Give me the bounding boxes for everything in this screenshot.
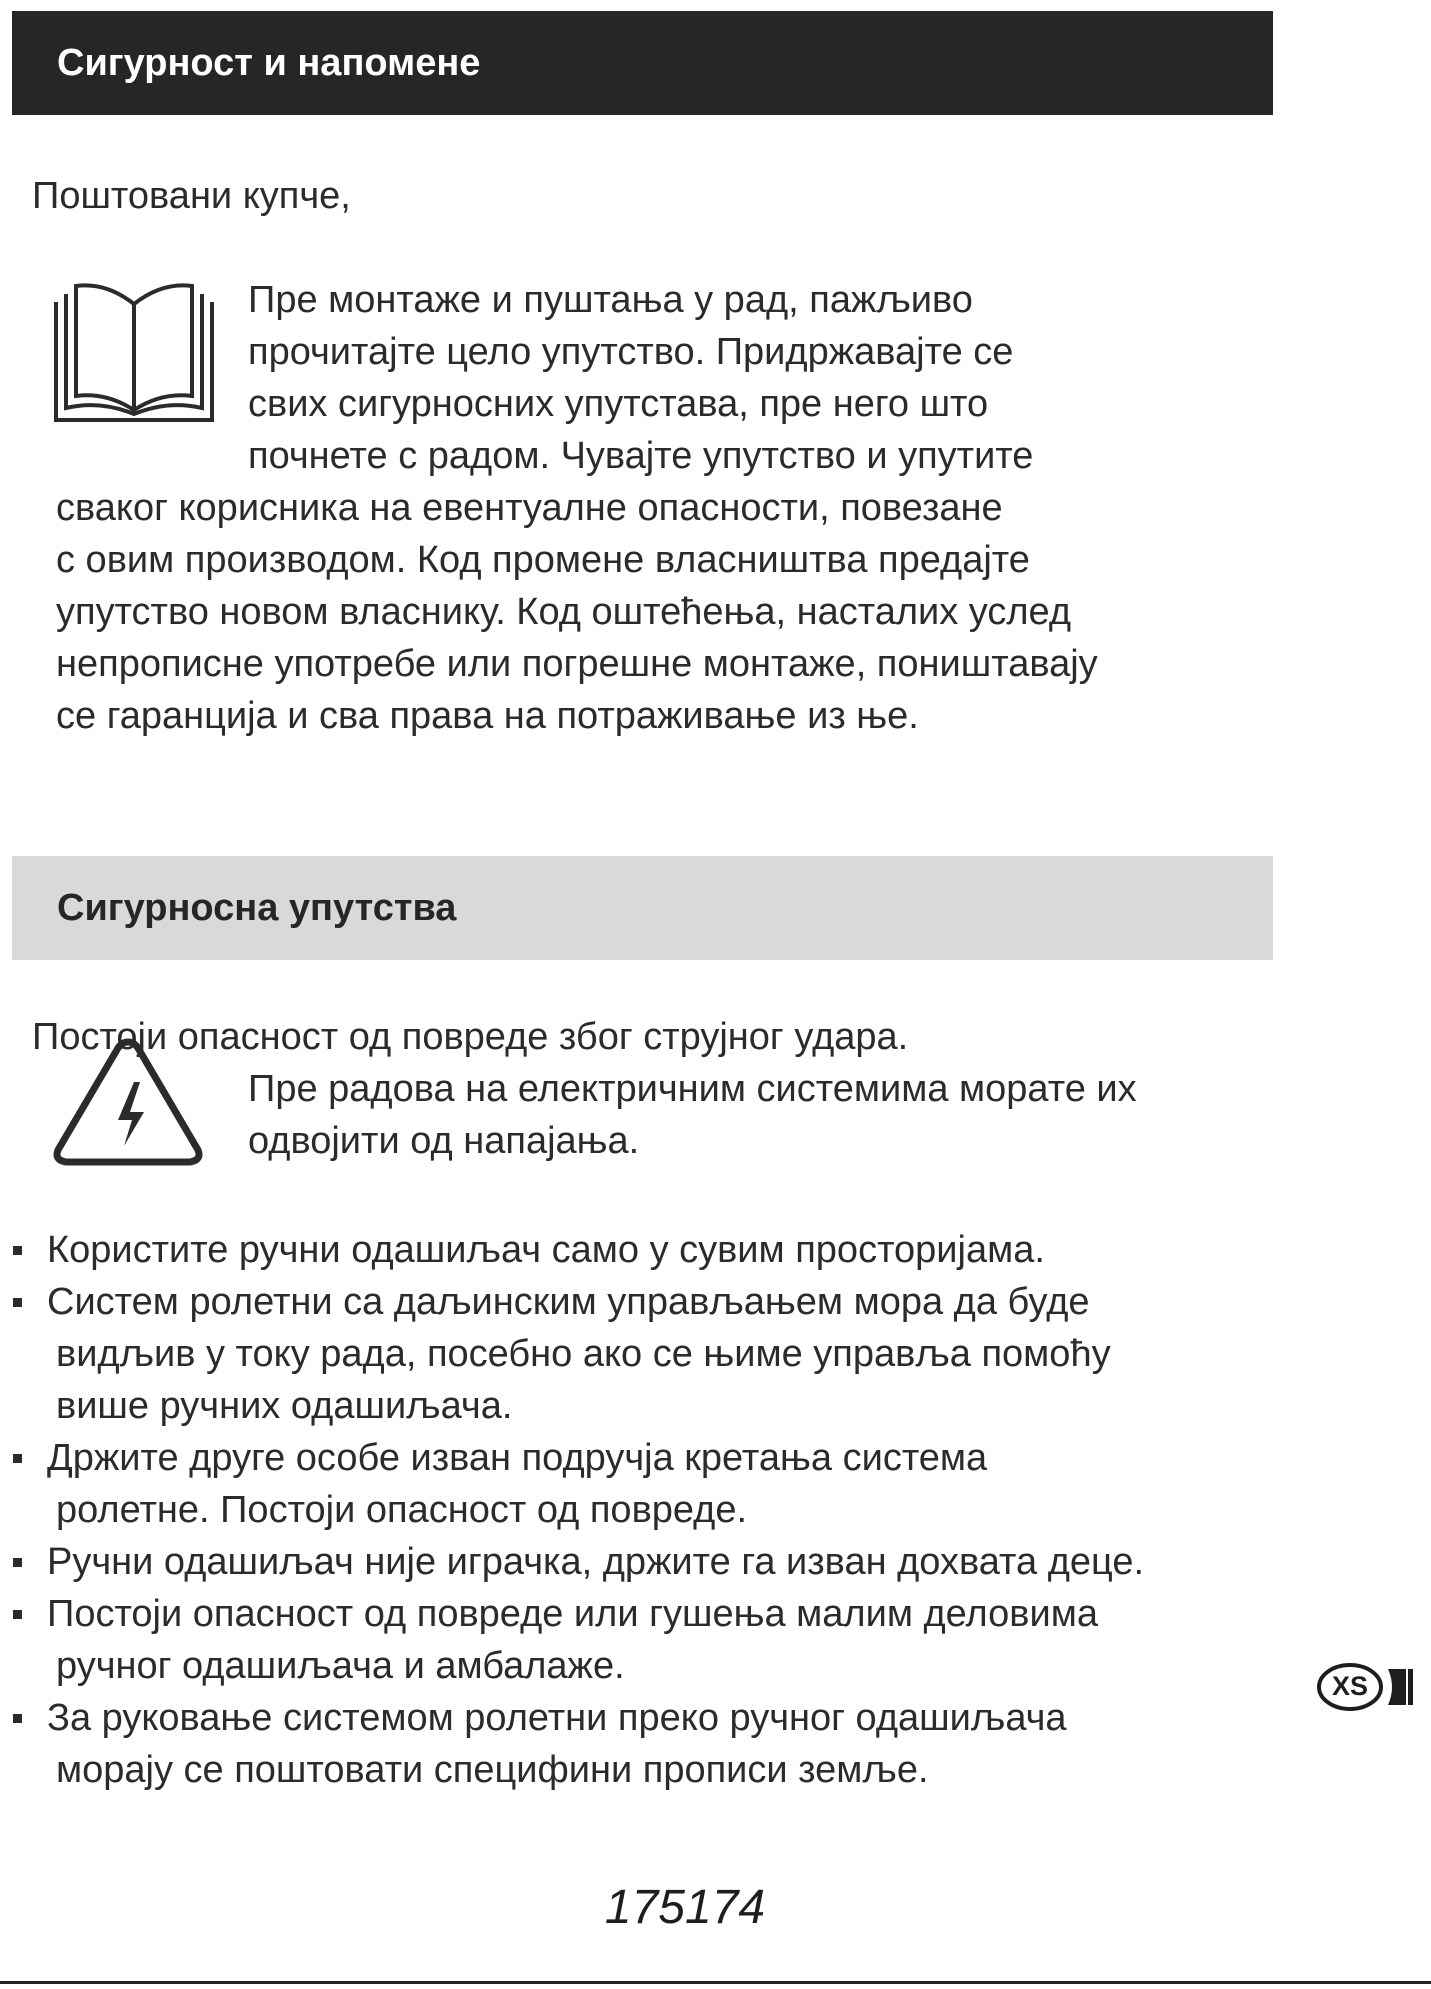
page-number: 175174 bbox=[604, 1881, 766, 1934]
open-book-icon bbox=[52, 282, 216, 424]
intro-line-4: почнете с радом. Чувајте упутство и упутите bbox=[248, 435, 1034, 477]
warning-line-3: одвојити од напајања. bbox=[248, 1120, 640, 1162]
bullet-line: више ручних одашиљача. bbox=[56, 1385, 513, 1427]
bullet-line: ручног одашиљача и амбалаже. bbox=[56, 1645, 625, 1687]
bullet-marker bbox=[13, 1558, 22, 1567]
bullet-marker bbox=[13, 1246, 22, 1255]
bullet-marker bbox=[13, 1714, 22, 1723]
intro-line-1: Пре монтаже и пуштања у рад, пажљиво bbox=[248, 279, 973, 321]
language-code: XS bbox=[1331, 1671, 1369, 1701]
section-header-safety-instructions bbox=[12, 856, 1273, 960]
bullet-line: морају се поштовати специфини прописи земље. bbox=[56, 1749, 929, 1791]
bullet-marker bbox=[13, 1454, 22, 1463]
bullet-line: Користите ручни одашиљач само у сувим просторијама. bbox=[47, 1229, 1045, 1271]
warning-line-2: Пре радова на електричним системима морате их bbox=[248, 1068, 1137, 1110]
section-title: Сигурносна упутства bbox=[57, 886, 457, 929]
bullet-marker bbox=[13, 1610, 22, 1619]
intro-line-2: прочитајте цело упутство. Придржавајте се bbox=[248, 331, 1014, 373]
intro-line-8: непрописне употребе или погрешне монтаже, поништавају bbox=[56, 643, 1098, 685]
bullet-marker bbox=[13, 1298, 22, 1307]
bottom-divider bbox=[0, 1981, 1431, 1984]
intro-line-9: се гаранција и сва права на потраживање из ње. bbox=[56, 695, 919, 737]
greeting: Поштовани купче, bbox=[32, 175, 351, 217]
section-header-safety-notes bbox=[12, 11, 1273, 115]
intro-line-7: упутство новом власнику. Код оштећења, насталих услед bbox=[56, 591, 1071, 633]
electric-hazard-icon bbox=[52, 1034, 204, 1170]
bullet-line: За руковање системом ролетни преко ручног одашиљача bbox=[47, 1697, 1067, 1739]
bullet-line: Ручни одашиљач није играчка, држите га изван дохвата деце. bbox=[47, 1541, 1145, 1583]
bullet-line: ролетне. Постоји опасност од повреде. bbox=[56, 1489, 748, 1531]
bullet-line: Постоји опасност од повреде или гушења малим деловима bbox=[47, 1593, 1098, 1635]
bullet-line: Држите друге особе изван подручја кретања система bbox=[47, 1437, 988, 1479]
intro-line-3: свих сигурносних упутстава, пре него што bbox=[248, 383, 989, 425]
bullet-line: Систем ролетни са даљинским управљањем мора да буде bbox=[47, 1281, 1090, 1323]
bullet-line: видљив у току рада, посебно ако се њиме управља помоћу bbox=[56, 1333, 1111, 1375]
intro-line-6: с овим производом. Код промене власништва предајте bbox=[56, 539, 1030, 581]
intro-line-5: сваког корисника на евентуалне опасности, повезане bbox=[56, 487, 1003, 529]
warning-line-1: Постоји опасност од повреде због струјног удара. bbox=[32, 1016, 909, 1058]
section-title: Сигурност и напомене bbox=[57, 41, 481, 84]
